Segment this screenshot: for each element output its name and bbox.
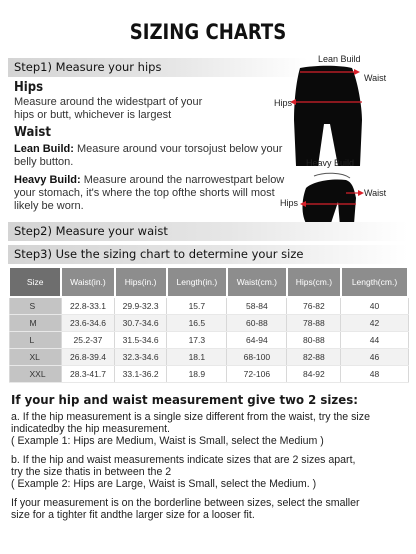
sizing-table — [8, 266, 409, 383]
table-row — [9, 331, 408, 348]
cell: 16.5 — [167, 314, 227, 331]
heavy-hips-label: Hips — [280, 198, 299, 208]
hips-heading: Hips — [14, 80, 44, 95]
cell-size: S — [9, 297, 61, 314]
cell-size: XL — [9, 348, 61, 365]
lean-build-desc: Measure around vour torsojust below your belly button. — [14, 143, 283, 168]
col-hips-cm: Hips(cm.) — [287, 267, 341, 297]
lean-hips-label: Hips — [274, 98, 293, 108]
heavy-build-text — [14, 174, 289, 213]
rule-b-line1: b. If the hip and waist measurements indicate sizes that are 2 sizes apart, — [11, 454, 356, 466]
col-size: Size — [9, 267, 61, 297]
two-sizes-heading: If your hip and waist measurement give two 2 sizes: — [11, 392, 358, 407]
cell: 23.6-34.6 — [61, 314, 114, 331]
col-waist-in: Waist(in.) — [61, 267, 114, 297]
cell: 25.2-37 — [61, 331, 114, 348]
cell: 17.3 — [167, 331, 227, 348]
table-row — [9, 297, 408, 314]
cell: 28.3-41.7 — [61, 365, 114, 382]
heavy-build-desc: Measure around the narrowestpart below your stomach, it's where the top ofthe shorts will most likely be worn. — [14, 174, 285, 212]
cell-size: L — [9, 331, 61, 348]
table-row — [9, 314, 408, 331]
lean-waist-label: Waist — [364, 73, 387, 83]
step2-bar: Step2) Measure your waist — [8, 222, 408, 241]
cell: 48 — [341, 365, 408, 382]
step3-bar: Step3) Use the sizing chart to determine your size — [8, 245, 408, 264]
heavy-waist-label: Waist — [364, 188, 387, 198]
col-waist-cm: Waist(cm.) — [227, 267, 287, 297]
cell-size: M — [9, 314, 61, 331]
rule-a-line2: indicatedby the hip measurement. — [11, 423, 170, 435]
cell: 64-94 — [227, 331, 287, 348]
example-1: ( Example 1: Hips are Medium, Waist is Small, select the Medium ) — [11, 435, 324, 447]
lean-build-label: Lean Build: — [14, 143, 74, 155]
rule-b-line2: try the size thatis in between the 2 — [11, 466, 172, 478]
cell: 84-92 — [287, 365, 341, 382]
cell: 72-106 — [227, 365, 287, 382]
heavy-build-title: Heavy Build — [306, 158, 355, 168]
lean-build-text — [14, 143, 294, 169]
cell: 44 — [341, 331, 408, 348]
cell-size: XXL — [9, 365, 61, 382]
page-title: SIZING CHARTS — [129, 20, 287, 44]
cell: 15.7 — [167, 297, 227, 314]
col-hips-in: Hips(in.) — [115, 267, 167, 297]
cell: 40 — [341, 297, 408, 314]
borderline-line1: If your measurement is on the borderline between sizes, select the smaller — [11, 497, 360, 509]
cell: 30.7-34.6 — [115, 314, 167, 331]
example-2: ( Example 2: Hips are Large, Waist is Small, select the Medium. ) — [11, 478, 317, 490]
heavy-build-label: Heavy Build: — [14, 174, 81, 186]
rule-a-line1: a. If the hip measurement is a single size different from the waist, try the size — [11, 411, 370, 423]
cell: 46 — [341, 348, 408, 365]
col-length-in: Length(in.) — [167, 267, 227, 297]
cell: 42 — [341, 314, 408, 331]
cell: 76-82 — [287, 297, 341, 314]
cell: 80-88 — [287, 331, 341, 348]
cell: 26.8-39.4 — [61, 348, 114, 365]
borderline-line2: size for a tighter fit andthe larger size for a looser fit. — [11, 509, 255, 521]
col-length-cm: Length(cm.) — [341, 267, 408, 297]
cell: 29.9-32.3 — [115, 297, 167, 314]
cell: 31.5-34.6 — [115, 331, 167, 348]
lean-build-title: Lean Build — [318, 54, 361, 64]
waist-heading: Waist — [14, 125, 51, 140]
cell: 32.3-34.6 — [115, 348, 167, 365]
table-row — [9, 348, 408, 365]
step1-bar: Step1) Measure your hips — [8, 58, 308, 77]
cell: 18.1 — [167, 348, 227, 365]
cell: 78-88 — [287, 314, 341, 331]
cell: 18.9 — [167, 365, 227, 382]
cell: 82-88 — [287, 348, 341, 365]
hips-text: Measure around the widestpart of your hips or butt, whichever is largest — [14, 96, 203, 121]
cell: 58-84 — [227, 297, 287, 314]
cell: 22.8-33.1 — [61, 297, 114, 314]
table-row — [9, 365, 408, 382]
cell: 33.1-36.2 — [115, 365, 167, 382]
cell: 60-88 — [227, 314, 287, 331]
cell: 68-100 — [227, 348, 287, 365]
table-header-row — [9, 267, 408, 297]
